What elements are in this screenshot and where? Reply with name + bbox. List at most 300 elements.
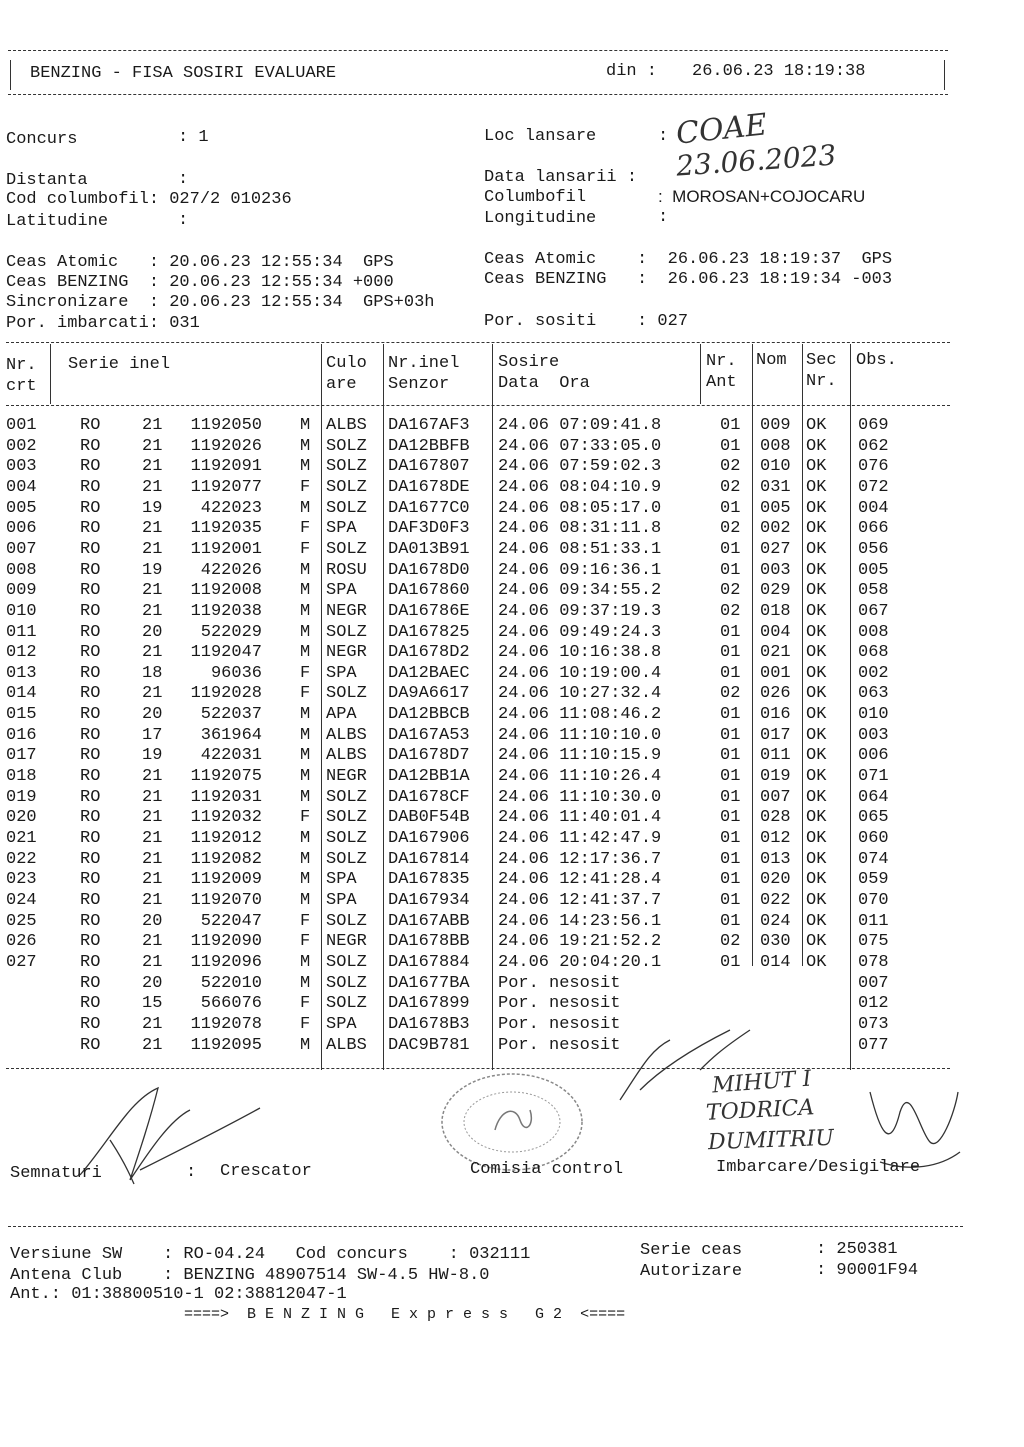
col-divider bbox=[50, 344, 51, 404]
brand-line: ====> B E N Z I N G E x p r e s s G 2 <==== bbox=[184, 1306, 626, 1323]
cell-ring-number: 361964 bbox=[200, 725, 262, 745]
cell-color: APA bbox=[326, 705, 357, 725]
cell-color: SOLZ bbox=[326, 498, 367, 518]
cell-color: SOLZ bbox=[326, 829, 367, 848]
cell-crt: 022 bbox=[6, 849, 37, 869]
cell-obs: 072 bbox=[858, 477, 889, 497]
cell-security: OK bbox=[806, 416, 827, 435]
cell-year: 21 bbox=[142, 601, 163, 621]
table-top-rule bbox=[6, 342, 950, 343]
cell-year: 21 bbox=[142, 643, 163, 663]
cell-nom: 018 bbox=[760, 601, 791, 621]
cell-sex: M bbox=[300, 952, 311, 972]
cell-nom: 008 bbox=[760, 436, 791, 456]
cell-sensor: DA12BB1A bbox=[388, 767, 470, 787]
cell-ring-number: 566076 bbox=[200, 994, 262, 1014]
cell-arrival: 24.06 07:33:05.0 bbox=[498, 436, 662, 456]
cell-country: RO bbox=[80, 684, 101, 704]
cell-crt: 024 bbox=[6, 890, 37, 910]
cell-crt: 004 bbox=[6, 477, 37, 497]
cell-arrival: 24.06 12:17:36.7 bbox=[498, 849, 662, 869]
cell-arrival: 24.06 08:31:11.8 bbox=[498, 519, 662, 539]
cell-arrival: 24.06 19:21:52.2 bbox=[498, 932, 662, 952]
cell-security: OK bbox=[806, 622, 827, 642]
cell-antenna: 01 bbox=[720, 560, 741, 580]
cell-obs: 063 bbox=[858, 684, 889, 704]
cell-year: 21 bbox=[142, 808, 163, 828]
cell-sex: M bbox=[300, 705, 311, 725]
cell-country: RO bbox=[80, 973, 101, 993]
cell-ring-number: 1192038 bbox=[190, 601, 262, 621]
cell-sex: M bbox=[300, 829, 311, 848]
cell-antenna: 01 bbox=[720, 705, 741, 725]
cell-country: RO bbox=[80, 1014, 101, 1034]
cell-ring-number: 1192077 bbox=[190, 477, 262, 497]
cell-ring-number: 1192090 bbox=[190, 932, 262, 952]
table-row bbox=[0, 581, 1024, 601]
cell-country: RO bbox=[80, 601, 101, 621]
cell-sensor: DAF3D0F3 bbox=[388, 519, 470, 539]
cell-antenna: 01 bbox=[720, 416, 741, 435]
cell-year: 21 bbox=[142, 890, 163, 910]
cell-obs: 056 bbox=[858, 539, 889, 559]
col-header-nrinel: Nr.inel bbox=[388, 354, 460, 373]
col-header-obs: Obs. bbox=[856, 351, 897, 370]
cell-year: 21 bbox=[142, 932, 163, 952]
cell-arrival: 24.06 10:16:38.8 bbox=[498, 643, 662, 663]
autorizare-value: : 90001F94 bbox=[816, 1261, 919, 1280]
cell-crt: 026 bbox=[6, 932, 37, 952]
cell-country: RO bbox=[80, 725, 101, 745]
cell-sex: M bbox=[300, 725, 311, 745]
cell-nom: 010 bbox=[760, 457, 791, 477]
header-left-border bbox=[10, 60, 11, 90]
cell-nom: 009 bbox=[760, 416, 791, 435]
latitudine-sep: : bbox=[178, 211, 189, 230]
cell-sensor: DAC9B781 bbox=[388, 1035, 470, 1055]
cell-ring-number: 1192026 bbox=[190, 436, 262, 456]
col-header-nom: Nom bbox=[756, 351, 787, 370]
cell-crt: 012 bbox=[6, 643, 37, 663]
cell-ring-number: 1192012 bbox=[190, 829, 262, 848]
cell-obs: 006 bbox=[858, 746, 889, 766]
col-header-serie: Serie inel bbox=[68, 355, 171, 374]
table-row bbox=[0, 870, 1024, 890]
cell-nom: 011 bbox=[760, 746, 791, 766]
antena-line: Antena Club : BENZING 48907514 SW-4.5 HW-8.0 bbox=[10, 1266, 490, 1285]
col-header-data-ora: Data Ora bbox=[498, 374, 590, 393]
cell-antenna: 01 bbox=[720, 436, 741, 456]
imbarcare-label: Imbarcare/Desigilare bbox=[716, 1158, 921, 1177]
distanta-sep: : bbox=[178, 170, 189, 189]
cell-country: RO bbox=[80, 539, 101, 559]
cell-sensor: DA167ABB bbox=[388, 911, 470, 931]
cell-nom: 028 bbox=[760, 808, 791, 828]
cell-sex: M bbox=[300, 457, 311, 477]
cell-color: SPA bbox=[326, 519, 357, 539]
cell-color: SPA bbox=[326, 890, 357, 910]
table-row bbox=[0, 994, 1024, 1014]
cell-arrival: 24.06 20:04:20.1 bbox=[498, 952, 662, 972]
cell-crt: 016 bbox=[6, 725, 37, 745]
cell-antenna: 01 bbox=[720, 808, 741, 828]
cell-crt: 011 bbox=[6, 622, 37, 642]
cell-arrival: 24.06 12:41:28.4 bbox=[498, 870, 662, 890]
cell-sensor: DA167807 bbox=[388, 457, 470, 477]
table-row bbox=[0, 499, 1024, 519]
cell-antenna: 01 bbox=[720, 643, 741, 663]
cell-country: RO bbox=[80, 560, 101, 580]
cell-crt: 018 bbox=[6, 767, 37, 787]
cell-color: SPA bbox=[326, 870, 357, 890]
data-lansarii-handwritten: 23.06.2023 bbox=[675, 138, 838, 183]
table-row bbox=[0, 726, 1024, 746]
cell-ring-number: 1192028 bbox=[190, 684, 262, 704]
cell-obs: 004 bbox=[858, 498, 889, 518]
cell-color: SOLZ bbox=[326, 952, 367, 972]
cell-obs: 065 bbox=[858, 808, 889, 828]
cell-crt: 008 bbox=[6, 560, 37, 580]
cell-ring-number: 1192082 bbox=[190, 849, 262, 869]
table-header-bottom-rule bbox=[6, 405, 950, 406]
cell-sensor: DA167906 bbox=[388, 829, 470, 848]
cell-nom: 026 bbox=[760, 684, 791, 704]
cell-sensor: DA1678D7 bbox=[388, 746, 470, 766]
cell-year: 21 bbox=[142, 436, 163, 456]
concurs-value: : 1 bbox=[178, 128, 209, 147]
cell-color: NEGR bbox=[326, 767, 367, 787]
cell-obs: 005 bbox=[858, 560, 889, 580]
cell-obs: 064 bbox=[858, 787, 889, 807]
cell-antenna: 01 bbox=[720, 890, 741, 910]
table-row bbox=[0, 561, 1024, 581]
cell-country: RO bbox=[80, 787, 101, 807]
cell-antenna: 01 bbox=[720, 952, 741, 972]
cell-security: OK bbox=[806, 436, 827, 456]
cell-ring-number: 522037 bbox=[200, 705, 262, 725]
cell-crt: 023 bbox=[6, 870, 37, 890]
cell-security: OK bbox=[806, 952, 827, 972]
cell-ring-number: 422023 bbox=[200, 498, 262, 518]
cell-ring-number: 1192091 bbox=[190, 457, 262, 477]
cell-security: OK bbox=[806, 581, 827, 601]
col-divider bbox=[700, 344, 701, 404]
cell-sensor: DA1678CF bbox=[388, 787, 470, 807]
cell-country: RO bbox=[80, 746, 101, 766]
cell-sensor: DA1678BB bbox=[388, 932, 470, 952]
cell-sensor: DA12BAEC bbox=[388, 663, 470, 683]
cell-crt: 021 bbox=[6, 829, 37, 848]
cod-columbofil: Cod columbofil: 027/2 010236 bbox=[6, 190, 292, 209]
cell-security: OK bbox=[806, 746, 827, 766]
cell-sensor: DA1678DE bbox=[388, 477, 470, 497]
columbofil-label: Columbofil bbox=[484, 188, 587, 207]
cell-sensor: DA1677C0 bbox=[388, 498, 470, 518]
cell-country: RO bbox=[80, 932, 101, 952]
cell-color: SOLZ bbox=[326, 622, 367, 642]
header-bottom-rule bbox=[8, 94, 948, 95]
cell-sensor: DA167899 bbox=[388, 994, 470, 1014]
col-header-nr: Nr. bbox=[6, 356, 37, 375]
cell-ring-number: 1192035 bbox=[190, 519, 262, 539]
cell-sex: M bbox=[300, 560, 311, 580]
cell-sex: F bbox=[300, 911, 311, 931]
cell-color: SOLZ bbox=[326, 457, 367, 477]
table-row bbox=[0, 416, 1024, 436]
cell-year: 21 bbox=[142, 477, 163, 497]
comisia-label: Comisia control bbox=[470, 1160, 624, 1179]
cell-arrival: 24.06 11:10:30.0 bbox=[498, 787, 662, 807]
cell-year: 15 bbox=[142, 994, 163, 1014]
cell-year: 20 bbox=[142, 622, 163, 642]
cell-sex: F bbox=[300, 519, 311, 539]
cell-year: 19 bbox=[142, 560, 163, 580]
cell-year: 21 bbox=[142, 581, 163, 601]
clock-line-2-right: Ceas BENZING : 26.06.23 18:19:34 -003 bbox=[484, 270, 893, 289]
cell-year: 21 bbox=[142, 684, 163, 704]
imbarcati-count: Por. imbarcati: 031 bbox=[6, 314, 200, 333]
cell-antenna: 01 bbox=[720, 849, 741, 869]
cell-sex: F bbox=[300, 1014, 311, 1034]
cell-sex: M bbox=[300, 601, 311, 621]
cell-obs: 012 bbox=[858, 994, 889, 1014]
cell-sex: M bbox=[300, 746, 311, 766]
cell-sex: M bbox=[300, 498, 311, 518]
cell-ring-number: 422026 bbox=[200, 560, 262, 580]
col-header-sosire: Sosire bbox=[498, 353, 560, 372]
cell-country: RO bbox=[80, 767, 101, 787]
cell-antenna: 01 bbox=[720, 911, 741, 931]
cell-arrival: 24.06 08:04:10.9 bbox=[498, 477, 662, 497]
cell-color: SOLZ bbox=[326, 849, 367, 869]
cell-security: OK bbox=[806, 643, 827, 663]
cell-antenna: 02 bbox=[720, 684, 741, 704]
table-row bbox=[0, 953, 1024, 973]
antenna-ids: Ant.: 01:38800510-1 02:38812047-1 bbox=[10, 1285, 347, 1304]
latitudine-label: Latitudine bbox=[6, 212, 109, 231]
cell-obs: 060 bbox=[858, 829, 889, 848]
cell-antenna: 01 bbox=[720, 829, 741, 848]
cell-crt: 007 bbox=[6, 539, 37, 559]
cell-obs: 010 bbox=[858, 705, 889, 725]
cell-obs: 011 bbox=[858, 911, 889, 931]
col-header-sec-nr: Nr. bbox=[806, 372, 837, 391]
cell-antenna: 01 bbox=[720, 725, 741, 745]
cell-obs: 002 bbox=[858, 663, 889, 683]
cell-arrival: 24.06 09:49:24.3 bbox=[498, 622, 662, 642]
table-row bbox=[0, 932, 1024, 952]
cell-sex: M bbox=[300, 581, 311, 601]
cell-security: OK bbox=[806, 725, 827, 745]
cell-security: OK bbox=[806, 829, 827, 848]
cell-obs: 066 bbox=[858, 519, 889, 539]
table-row bbox=[0, 974, 1024, 994]
cell-antenna: 01 bbox=[720, 870, 741, 890]
cell-year: 21 bbox=[142, 519, 163, 539]
cell-obs: 071 bbox=[858, 767, 889, 787]
cell-crt: 003 bbox=[6, 457, 37, 477]
cell-ring-number: 1192095 bbox=[190, 1035, 262, 1055]
cell-obs: 058 bbox=[858, 581, 889, 601]
cell-year: 20 bbox=[142, 911, 163, 931]
cell-nom: 013 bbox=[760, 849, 791, 869]
cell-country: RO bbox=[80, 808, 101, 828]
cell-antenna: 02 bbox=[720, 601, 741, 621]
cell-country: RO bbox=[80, 870, 101, 890]
cell-country: RO bbox=[80, 663, 101, 683]
cell-sex: M bbox=[300, 1035, 311, 1055]
cell-nom: 027 bbox=[760, 539, 791, 559]
cell-sex: M bbox=[300, 787, 311, 807]
cell-ring-number: 1192050 bbox=[190, 416, 262, 435]
cell-sensor: DA12BBCB bbox=[388, 705, 470, 725]
col-header-ant: Ant bbox=[706, 373, 737, 392]
cell-ring-number: 1192070 bbox=[190, 890, 262, 910]
cell-sex: M bbox=[300, 416, 311, 435]
cell-year: 17 bbox=[142, 725, 163, 745]
cell-arrival: 24.06 12:41:37.7 bbox=[498, 890, 662, 910]
imbarcare-name-3: DUMITRIU bbox=[707, 1125, 835, 1156]
cell-obs: 070 bbox=[858, 890, 889, 910]
cell-crt: 013 bbox=[6, 663, 37, 683]
semnaturi-sep: : bbox=[186, 1163, 197, 1182]
cell-arrival: 24.06 11:10:26.4 bbox=[498, 767, 662, 787]
table-row bbox=[0, 602, 1024, 622]
cell-obs: 077 bbox=[858, 1035, 889, 1055]
cell-color: SOLZ bbox=[326, 684, 367, 704]
cell-crt: 015 bbox=[6, 705, 37, 725]
cell-nom: 005 bbox=[760, 498, 791, 518]
cell-sex: F bbox=[300, 808, 311, 828]
report-date-label: din : bbox=[606, 62, 658, 81]
cell-nom: 019 bbox=[760, 767, 791, 787]
cell-color: ROSU bbox=[326, 560, 367, 580]
cell-crt: 020 bbox=[6, 808, 37, 828]
cell-nom: 014 bbox=[760, 952, 791, 972]
cell-ring-number: 1192031 bbox=[190, 787, 262, 807]
cell-security: OK bbox=[806, 932, 827, 952]
clock-line-3-left: Sincronizare : 20.06.23 12:55:34 GPS+03h bbox=[6, 293, 435, 312]
cell-security: OK bbox=[806, 684, 827, 704]
cell-year: 21 bbox=[142, 1014, 163, 1034]
table-row bbox=[0, 746, 1024, 766]
cell-year: 21 bbox=[142, 952, 163, 972]
loc-lansare-label: Loc lansare bbox=[484, 127, 597, 146]
cell-security: OK bbox=[806, 787, 827, 807]
cell-obs: 069 bbox=[858, 416, 889, 435]
cell-ring-number: 1192032 bbox=[190, 808, 262, 828]
cell-crt: 017 bbox=[6, 746, 37, 766]
cell-crt: 002 bbox=[6, 436, 37, 456]
table-row bbox=[0, 788, 1024, 808]
cell-year: 20 bbox=[142, 973, 163, 993]
col-header-are: are bbox=[326, 375, 357, 394]
cell-obs: 059 bbox=[858, 870, 889, 890]
cell-country: RO bbox=[80, 890, 101, 910]
cell-sex: M bbox=[300, 767, 311, 787]
cell-crt: 006 bbox=[6, 519, 37, 539]
cell-antenna: 01 bbox=[720, 498, 741, 518]
cell-ring-number: 1192078 bbox=[190, 1014, 262, 1034]
cell-nom: 020 bbox=[760, 870, 791, 890]
cell-antenna: 02 bbox=[720, 477, 741, 497]
cell-arrival: 24.06 10:19:00.4 bbox=[498, 663, 662, 683]
cell-security: OK bbox=[806, 849, 827, 869]
cell-sex: M bbox=[300, 870, 311, 890]
cell-nom: 024 bbox=[760, 911, 791, 931]
cell-ring-number: 1192096 bbox=[190, 952, 262, 972]
cell-sensor: DA167860 bbox=[388, 581, 470, 601]
table-row bbox=[0, 829, 1024, 849]
clock-line-2-left: Ceas BENZING : 20.06.23 12:55:34 +000 bbox=[6, 273, 394, 292]
cell-sex: F bbox=[300, 539, 311, 559]
cell-color: SOLZ bbox=[326, 436, 367, 456]
cell-nom: 021 bbox=[760, 643, 791, 663]
cell-color: NEGR bbox=[326, 601, 367, 621]
cell-sensor: DAB0F54B bbox=[388, 808, 470, 828]
cell-color: SOLZ bbox=[326, 994, 367, 1014]
cell-arrival: 24.06 09:16:36.1 bbox=[498, 560, 662, 580]
cell-country: RO bbox=[80, 477, 101, 497]
table-row bbox=[0, 912, 1024, 932]
cell-color: SPA bbox=[326, 663, 357, 683]
clock-line-1-right: Ceas Atomic : 26.06.23 18:19:37 GPS bbox=[484, 250, 893, 269]
report-date-value: 26.06.23 18:19:38 bbox=[692, 62, 866, 81]
table-row bbox=[0, 767, 1024, 787]
cell-crt: 025 bbox=[6, 911, 37, 931]
cell-country: RO bbox=[80, 581, 101, 601]
cell-ring-number: 522010 bbox=[200, 973, 262, 993]
cell-nom: 001 bbox=[760, 663, 791, 683]
data-lansarii-label: Data lansarii : bbox=[484, 168, 638, 187]
cell-antenna: 01 bbox=[720, 767, 741, 787]
table-row bbox=[0, 437, 1024, 457]
cell-year: 21 bbox=[142, 849, 163, 869]
cell-antenna: 01 bbox=[720, 622, 741, 642]
cell-arrival: 24.06 11:40:01.4 bbox=[498, 808, 662, 828]
longitudine-label: Longitudine bbox=[484, 209, 597, 228]
crescator-label: Crescator bbox=[220, 1162, 312, 1181]
cell-color: ALBS bbox=[326, 1035, 367, 1055]
table-row bbox=[0, 478, 1024, 498]
cell-year: 21 bbox=[142, 1035, 163, 1055]
cell-year: 21 bbox=[142, 787, 163, 807]
cell-nom: 016 bbox=[760, 705, 791, 725]
cell-nom: 002 bbox=[760, 519, 791, 539]
table-row bbox=[0, 519, 1024, 539]
header-right-border bbox=[944, 60, 945, 90]
cell-sex: F bbox=[300, 932, 311, 952]
loc-lansare-handwritten: COAE bbox=[674, 107, 769, 152]
table-row bbox=[0, 643, 1024, 663]
cell-security: OK bbox=[806, 808, 827, 828]
cell-antenna: 01 bbox=[720, 539, 741, 559]
cell-color: ALBS bbox=[326, 746, 367, 766]
cell-nom: 029 bbox=[760, 581, 791, 601]
cell-antenna: 01 bbox=[720, 746, 741, 766]
cell-antenna: 02 bbox=[720, 932, 741, 952]
cell-country: RO bbox=[80, 994, 101, 1014]
cell-sensor: DA167825 bbox=[388, 622, 470, 642]
cell-year: 21 bbox=[142, 829, 163, 848]
cell-nom: 022 bbox=[760, 890, 791, 910]
cell-year: 19 bbox=[142, 746, 163, 766]
cell-ring-number: 522047 bbox=[200, 911, 262, 931]
cell-obs: 074 bbox=[858, 849, 889, 869]
cell-sensor: DA1678B3 bbox=[388, 1014, 470, 1034]
cell-security: OK bbox=[806, 767, 827, 787]
cell-security: OK bbox=[806, 663, 827, 683]
